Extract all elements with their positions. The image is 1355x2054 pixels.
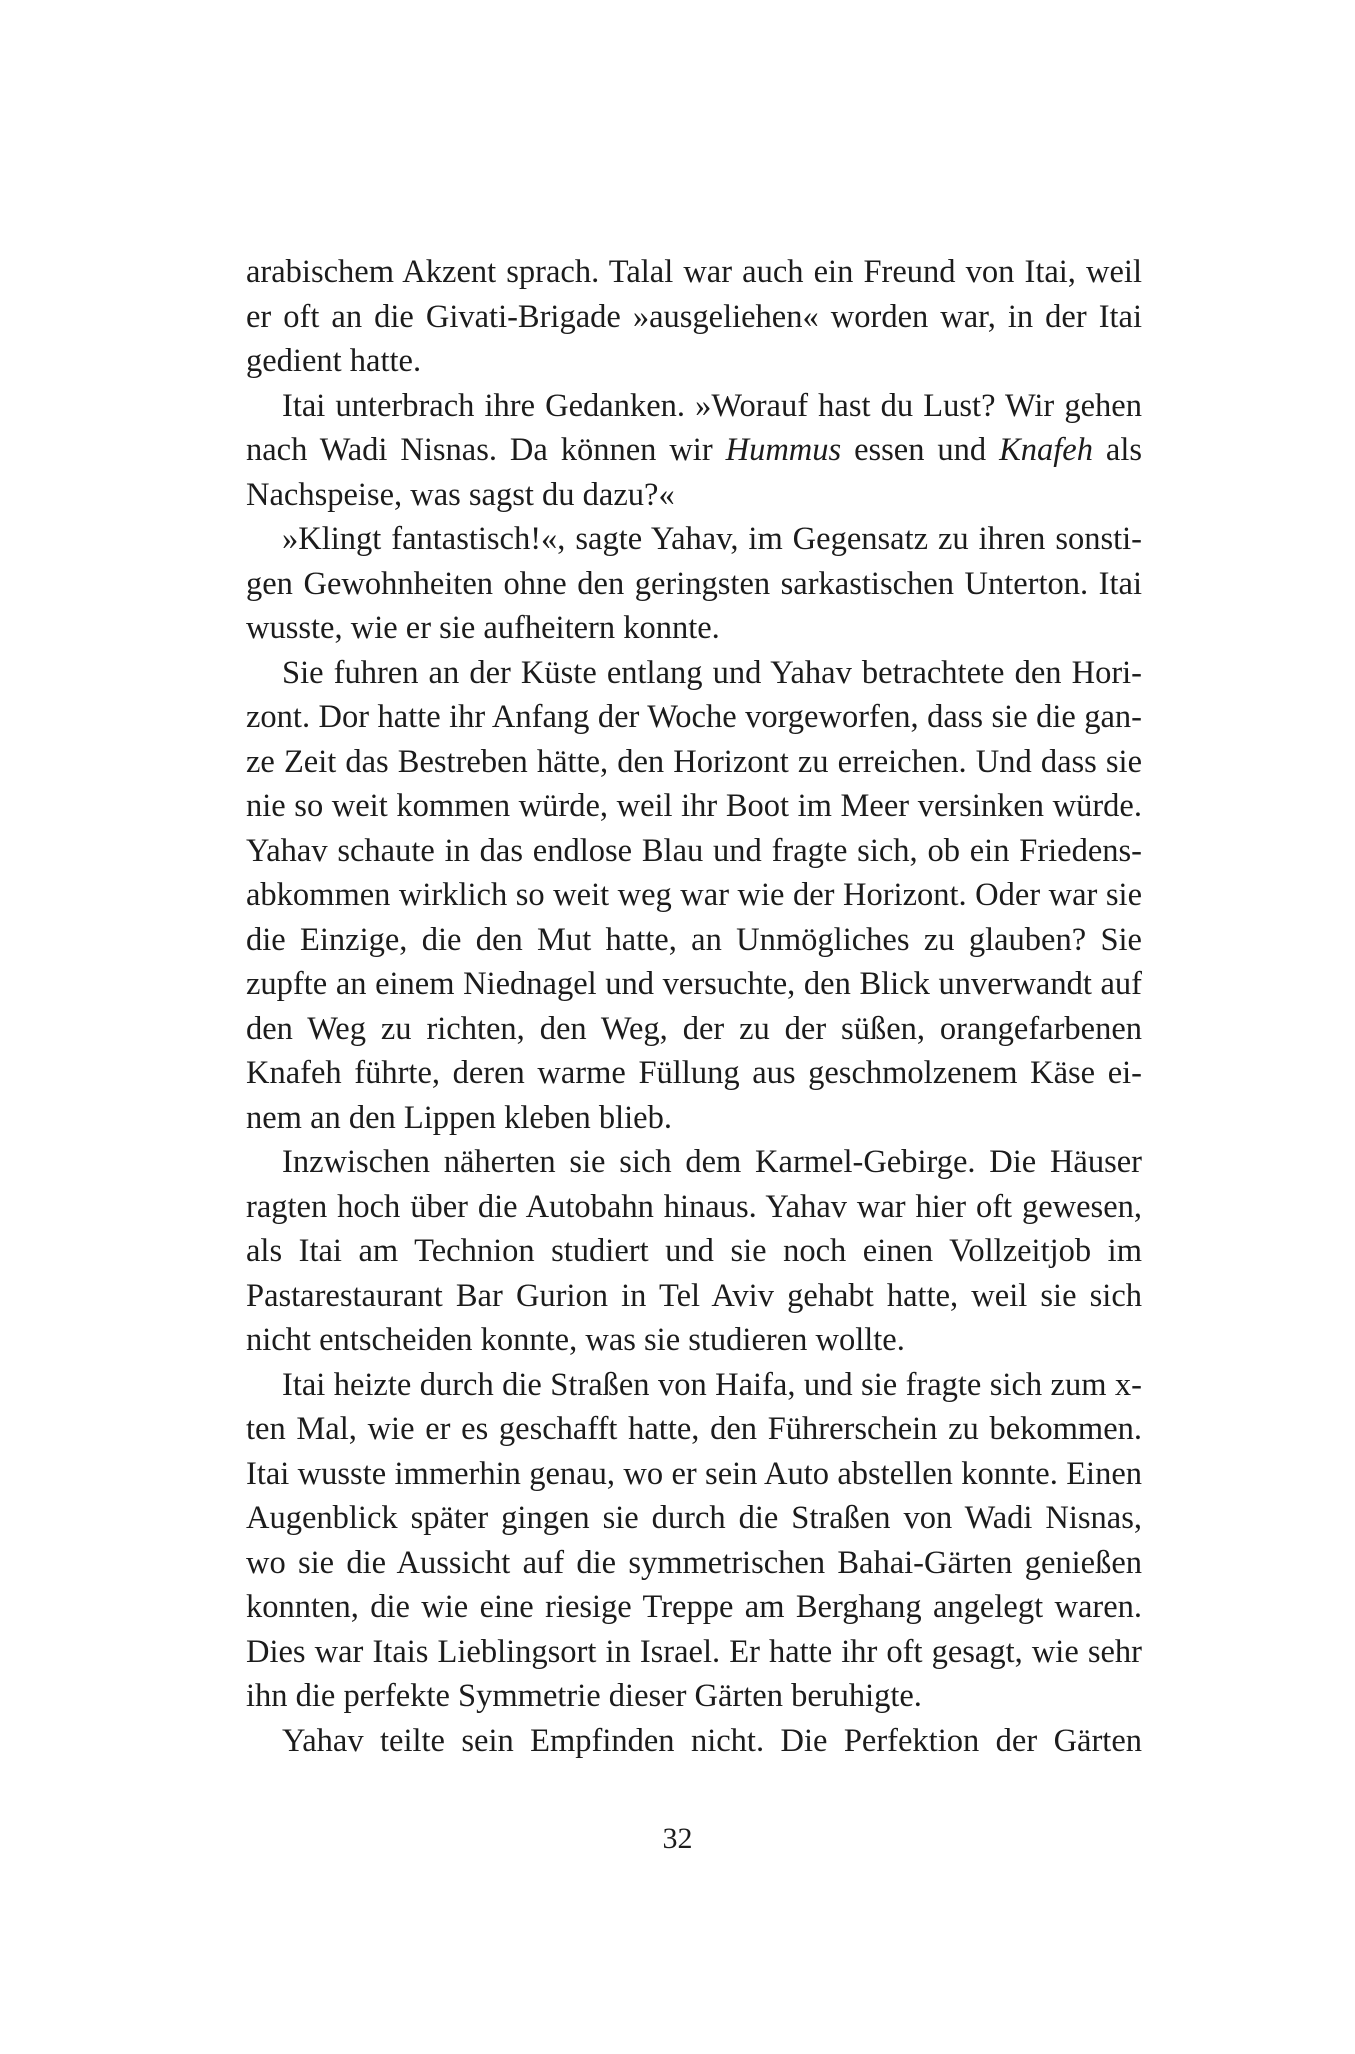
text-run: Inzwischen näherten sie sich dem Karmel-Gebirge. Die Häuser ragten hoch über die Autobahn hinaus. Yahav war hier oft gewesen, als Itai am Technion studiert und sie noch einen Vollzeitjob im Pastarestaurant Bar Gurion in Tel Aviv gehabt hatte, weil sie sich nicht entscheiden konnte, was sie studieren wollte. xyxy=(246,1144,1142,1358)
paragraph xyxy=(246,1363,1142,1719)
paragraph xyxy=(246,384,1142,518)
paragraph xyxy=(246,1140,1142,1363)
paragraph xyxy=(246,1719,1142,1764)
italic-term: Hummus xyxy=(725,432,842,468)
text-run: essen und xyxy=(841,432,1000,468)
page-number: 32 xyxy=(662,1822,693,1855)
text-run: »Klingt fantastisch!«, sagte Yahav, im Gegensatz zu ihren sonstigen Gewohnheiten ohne den geringsten sarkastischen Unterton. Itai wusste, wie er sie aufheitern konnte. xyxy=(246,521,1142,646)
paragraph xyxy=(246,250,1142,384)
text-run: Itai unterbrach ihre Gedanken. »Worauf hast du Lust? Wir gehen nach Wadi Nisnas. Da können wir xyxy=(246,387,1142,468)
paragraph xyxy=(246,517,1142,651)
italic-term: Knafeh xyxy=(999,432,1093,468)
paragraph xyxy=(246,651,1142,1141)
text-run: Itai heizte durch die Straßen von Haifa, und sie fragte sich zum x-​ten Mal, wie er es geschafft hatte, den Führerschein zu bekommen. Itai wusste immerhin genau, wo er sein Auto abstellen konnte. Einen Augenblick später gingen sie durch die Straßen von Wadi Nisnas, wo sie die Aussicht auf die symmetrischen Bahai-Gärten genießen konnten, die wie eine riesige Treppe am Berghang angelegt waren. Dies war Itais Lieblingsort in Israel. Er hatte ihr oft gesagt, wie sehr ihn die perfekte Symmetrie dieser Gärten beruhigte. xyxy=(246,1366,1142,1714)
text-run: arabischem Akzent sprach. Talal war auch ein Freund von Itai, weil er oft an die Givati-Brigade »ausgeliehen« worden war, in der Itai gedient hatte. xyxy=(246,254,1142,379)
text-run: als Nachspeise, was sagst du dazu?« xyxy=(246,432,1142,513)
text-run: Sie fuhren an der Küste entlang und Yahav betrachtete den Horizont. Dor hatte ihr Anfang der Woche vorgeworfen, dass sie die ganze Zeit das Bestreben hätte, den Horizont zu erreichen. Und dass sie nie so weit kommen würde, weil ihr Boot im Meer versinken würde. Yahav schaute in das endlose Blau und fragte sich, ob ein Friedensabkommen wirklich so weit weg war wie der Horizont. Oder war sie die Einzige, die den Mut hatte, an Unmögliches zu glauben? Sie zupfte an einem Niednagel und versuchte, den Blick unverwandt auf den Weg zu richten, den Weg, der zu der süßen, orangefarbenen Knafeh führte, deren warme Füllung aus geschmolzenem Käse einem an den Lippen kleben blieb. xyxy=(246,654,1142,1136)
text-run: Yahav teilte sein Empfinden nicht. Die Perfektion der Gärten xyxy=(282,1722,1142,1759)
body-text xyxy=(246,250,1142,1763)
